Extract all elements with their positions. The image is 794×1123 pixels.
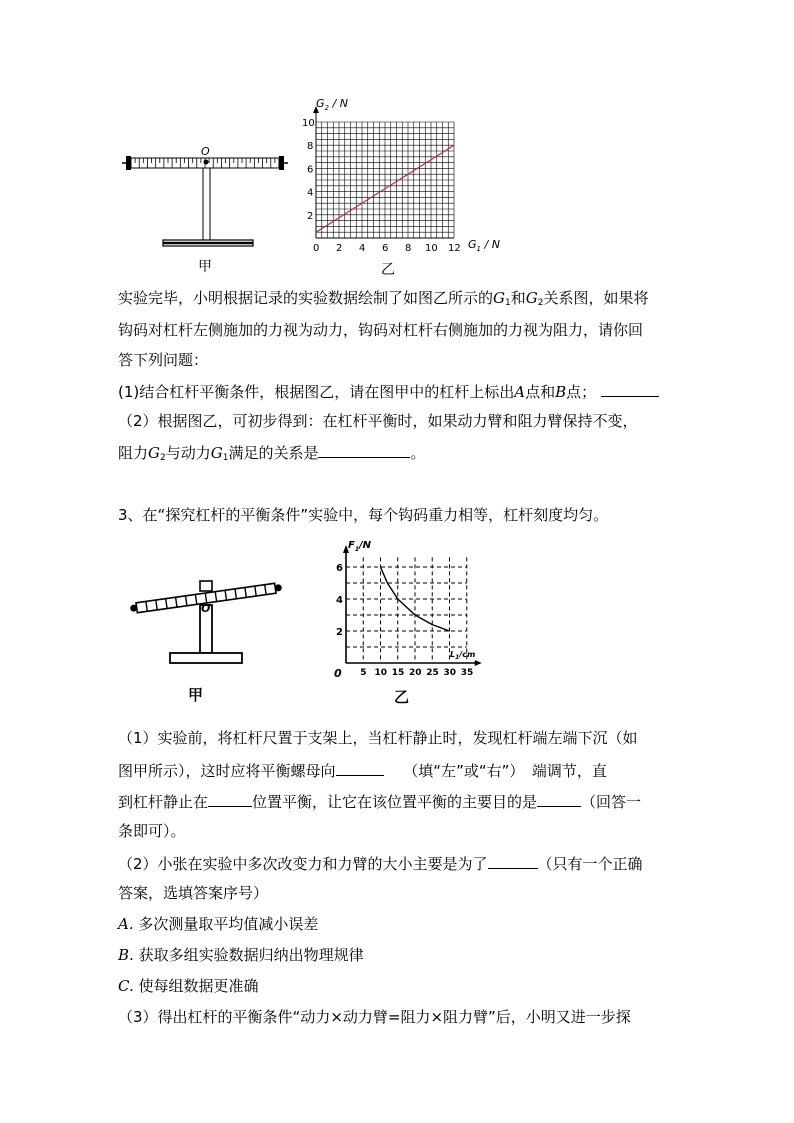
answer-blank-q1[interactable] (601, 381, 659, 397)
stand-base (170, 653, 242, 663)
figure-caption-jia: 甲 (198, 259, 212, 275)
answer-blank-position[interactable] (208, 791, 252, 807)
x-tick-label: 20 (409, 668, 422, 678)
chart-f1-vs-l1 (326, 535, 496, 685)
question-2-line-1: （2）根据图乙，可初步得到：在杠杆平衡时，如果动力臂和阻力臂保持不变， (118, 412, 638, 430)
y-axis-label: $G_2$ / N (316, 97, 348, 112)
option-c[interactable]: C. 使每组数据更准确 (118, 977, 259, 995)
x-tick-label: 30 (443, 668, 457, 678)
answer-blank-q3-2[interactable] (488, 853, 538, 869)
answer-blank-q2[interactable] (318, 442, 410, 458)
y-axis-label: $F_1/N$ (348, 540, 372, 553)
y-tick-label: 10 (302, 118, 315, 129)
tilted-lever-figure-jia (126, 575, 296, 675)
question-2-line-2: 阻力$G_2$与动力$G_1$满足的关系是 。 (118, 444, 426, 463)
lever-figure-jia (118, 138, 298, 273)
x-tick-label: 10 (425, 243, 438, 254)
x-tick-label: 6 (382, 243, 389, 254)
x-tick-label: 15 (391, 668, 405, 678)
x-tick-label: 4 (359, 243, 366, 254)
x-tick-label: 12 (448, 243, 461, 254)
y-tick-label: 4 (307, 187, 314, 199)
chart-g2-vs-g1 (296, 92, 510, 278)
x-axis-label: $G_1$ / N (468, 238, 500, 253)
figure-caption-yi-2: 乙 (394, 688, 410, 706)
option-a[interactable]: A. 多次测量取平均值减小误差 (118, 915, 319, 933)
q3-1-line-4: 条即可）。 (118, 822, 186, 840)
intro-line-1: 实验完毕，小明根据记录的实验数据绘制了如图乙所示的$G_1$和$G_2$关系图，如果将 (118, 289, 649, 308)
stand-post (203, 168, 210, 240)
right-end-weight (279, 156, 284, 170)
figure-caption-yi: 乙 (381, 262, 395, 278)
x-tick-label: 2 (336, 243, 343, 254)
answer-blank-purpose[interactable] (537, 791, 581, 807)
answer-blank-direction[interactable] (336, 760, 384, 776)
x-tick-label: 0 (313, 243, 320, 254)
figure-caption-jia-2: 甲 (188, 686, 204, 704)
q3-1-line-3: 到杠杆静止在 位置平衡，让它在该位置平衡的主要目的是 （回答一 (118, 793, 642, 811)
q3-2-line-2: 答案，选填答案序号） (118, 884, 269, 902)
y-tick-label: 2 (336, 627, 343, 638)
y-tick-label: 4 (336, 595, 343, 606)
x-axis-label: $L_1/cm$ (450, 650, 476, 661)
y-tick-label: 6 (307, 164, 314, 176)
intro-line-2: 钩码对杠杆左侧施加的力视为动力，钩码对杠杆右侧施加的力视为阻力，请你回 (118, 321, 644, 339)
q3-2-line-1: （2）小张在实验中多次改变力和力臂的大小主要是为了 （只有一个正确 (118, 855, 643, 873)
x-axis-arrow (475, 660, 482, 666)
intro-line-3: 答下列问题： (118, 351, 209, 369)
pivot-label: O (201, 602, 211, 615)
x-tick-label: 8 (405, 243, 412, 254)
x-tick-label: 25 (426, 668, 439, 678)
y-tick-label: 2 (307, 210, 314, 222)
q3-3-line-1: （3）得出杠杆的平衡条件“动力×动力臂=阻力×阻力臂”后，小明又进一步探 (118, 1008, 631, 1026)
y-tick-label: 8 (307, 141, 314, 153)
q3-1-line-1: （1）实验前，将杠杆尺置于支架上，当杠杆静止时，发现杠杆端左端下沉（如 (118, 729, 638, 747)
pivot-label: O (201, 145, 210, 158)
q3-1-line-2: 图甲所示），这时应将平衡螺母向 （填“左”或“右”） 端调节，直 (118, 762, 607, 780)
question-1: (1)结合杠杆平衡条件，根据图乙，请在图甲中的杠杆上标出A点和B点； (118, 381, 659, 402)
left-end-weight (126, 156, 131, 170)
x-tick-label: 0 (334, 667, 342, 680)
pivot-point (204, 160, 209, 165)
x-tick-label: 10 (374, 668, 388, 678)
x-tick-label: 5 (360, 668, 367, 678)
question-3-title: 3、在“探究杠杆的平衡条件”实验中，每个钩码重力相等，杠杆刻度均匀。 (118, 506, 609, 524)
x-tick-label: 35 (460, 668, 474, 678)
y-tick-label: 6 (336, 563, 343, 574)
option-b[interactable]: B. 获取多组实验数据归纳出物理规律 (118, 946, 364, 964)
